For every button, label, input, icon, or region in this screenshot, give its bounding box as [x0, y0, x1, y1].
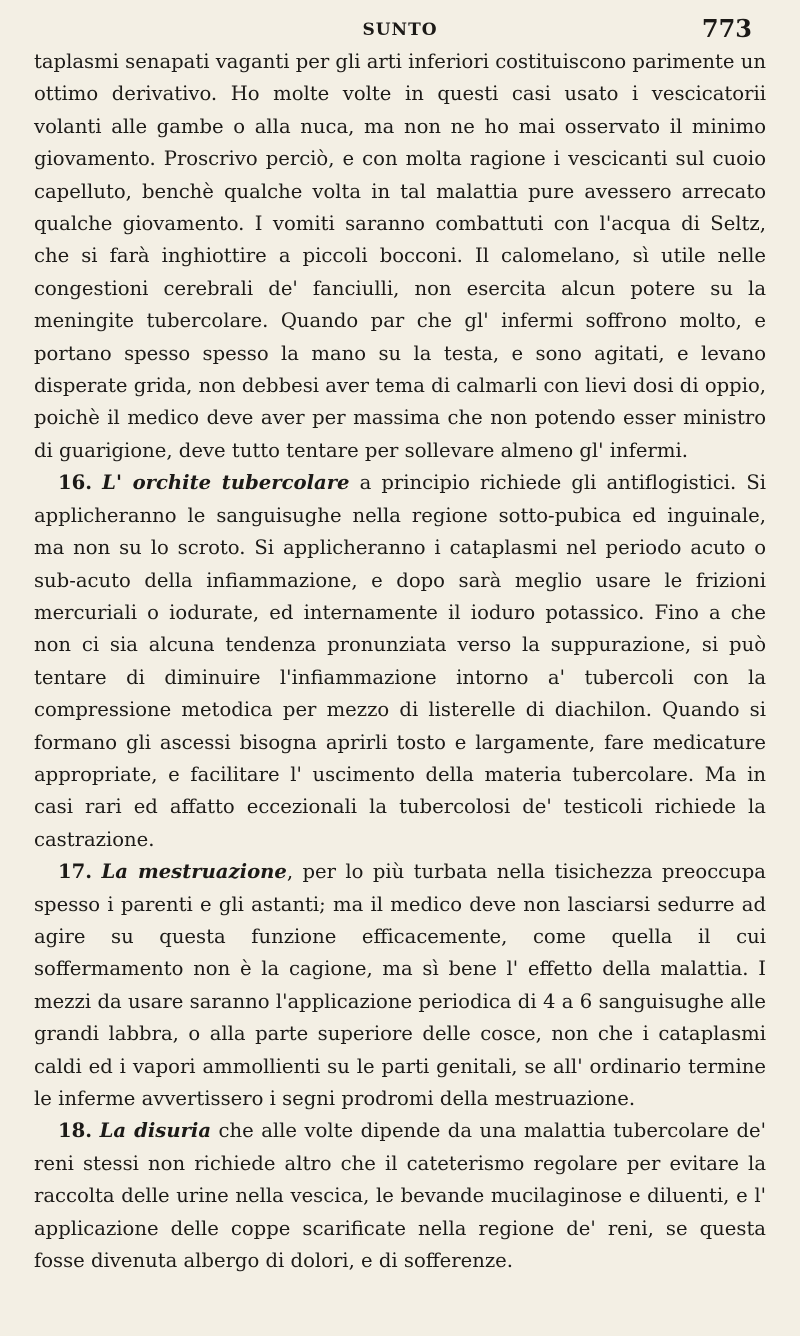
- section-number: 17.: [58, 860, 93, 884]
- page-number: 773: [701, 14, 752, 43]
- section-number: 18.: [58, 1119, 93, 1143]
- section-title: L' orchite tubercolare: [102, 471, 350, 495]
- section-number: 16.: [58, 471, 93, 495]
- paragraph-text: a principio richiede gli antiflogistici. Si applicheranno le sanguisughe nella regione sotto-pubica ed inguinale, ma non su lo scroto. Si applicheranno i cataplasmi nel periodo acuto o sub-acuto della infiammazione, e dopo sarà meglio usare le frizioni mercuriali o iodurate, ed internamente il ioduro potassico. Fino a che non ci sia alcuna tendenza pronunziata verso la suppurazione, si può tentare di diminuire l'infiammazione intorno a' tubercoli con la compressione metodica per mezzo di listerelle di diachilon. Quando si formano gli ascessi bisogna aprirli tosto e largamente, fare medicature appropriate, e facilitare l' uscimento della materia tubercolare. Ma in casi rari ed affatto eccezionali la tubercolosi de' testicoli richiede la castrazione.: [34, 471, 767, 851]
- body-text: [34, 46, 766, 1277]
- paragraph-continued: [34, 46, 766, 467]
- section-title: La mestruazione: [101, 860, 287, 884]
- paragraph-text: che alle volte dipende da una malattia tubercolare de' reni stessi non richiede altro che il cateterismo regolare per evitare la raccolta delle urine nella vescica, le bevande mucilaginose e diluenti, e l' applicazione delle coppe scarificate nella regione de' reni, se questa fosse divenuta albergo di dolori, e di sofferenze.: [34, 1119, 766, 1273]
- paragraph-text: taplasmi senapati vaganti per gli arti inferiori costituiscono parimente un ottimo derivativo. Ho molte volte in questi casi usato i vescicatorii volanti alle gambe o alla nuca, ma non ne ho mai osservato il minimo giovamento. Proscrivo perciò, e con molta ragione i vescicanti sul cuoio capelluto, benchè qualche volta in tal malattia pure avessero arrecato qualche giovamento. I vomiti saranno combattuti con l'acqua di Seltz, che si farà inghiottire a piccoli bocconi. Il calomelano, sì utile nelle congestioni cerebrali de' fanciulli, non esercita alcun potere su la meningite tubercolare. Quando par che gl' infermi soffrono molto, e portano spesso spesso la mano su la testa, e sono agitati, e levano disperate grida, non debbesi aver tema di calmarli con lievi dosi di oppio, poichè il medico deve aver per massima che non potendo esser ministro di guarigione, deve tutto tentare per sollevare almeno gl' infermi.: [34, 50, 766, 462]
- paragraph-17: [34, 856, 766, 1115]
- section-title: La disuria: [99, 1119, 212, 1143]
- running-title: SUNTO: [362, 20, 438, 40]
- paragraph-16: [34, 467, 766, 856]
- running-header: [34, 14, 766, 44]
- paragraph-text: , per lo più turbata nella tisichezza preoccupa spesso i parenti e gli astanti; ma il medico deve non lasciarsi sedurre ad agire su questa funzione efficacemente, come quella il cui soffermamento non è la cagione, ma sì bene l' effetto della malattia. I mezzi da usare saranno l'applicazione periodica di 4 a 6 sanguisughe alle grandi labbra, o alla parte superiore delle cosce, non che i cataplasmi caldi ed i vapori ammollienti su le parti genitali, se all' ordinario termine le inferme avvertissero i segni prodromi della mestruazione.: [34, 860, 766, 1110]
- paragraph-18: [34, 1115, 766, 1277]
